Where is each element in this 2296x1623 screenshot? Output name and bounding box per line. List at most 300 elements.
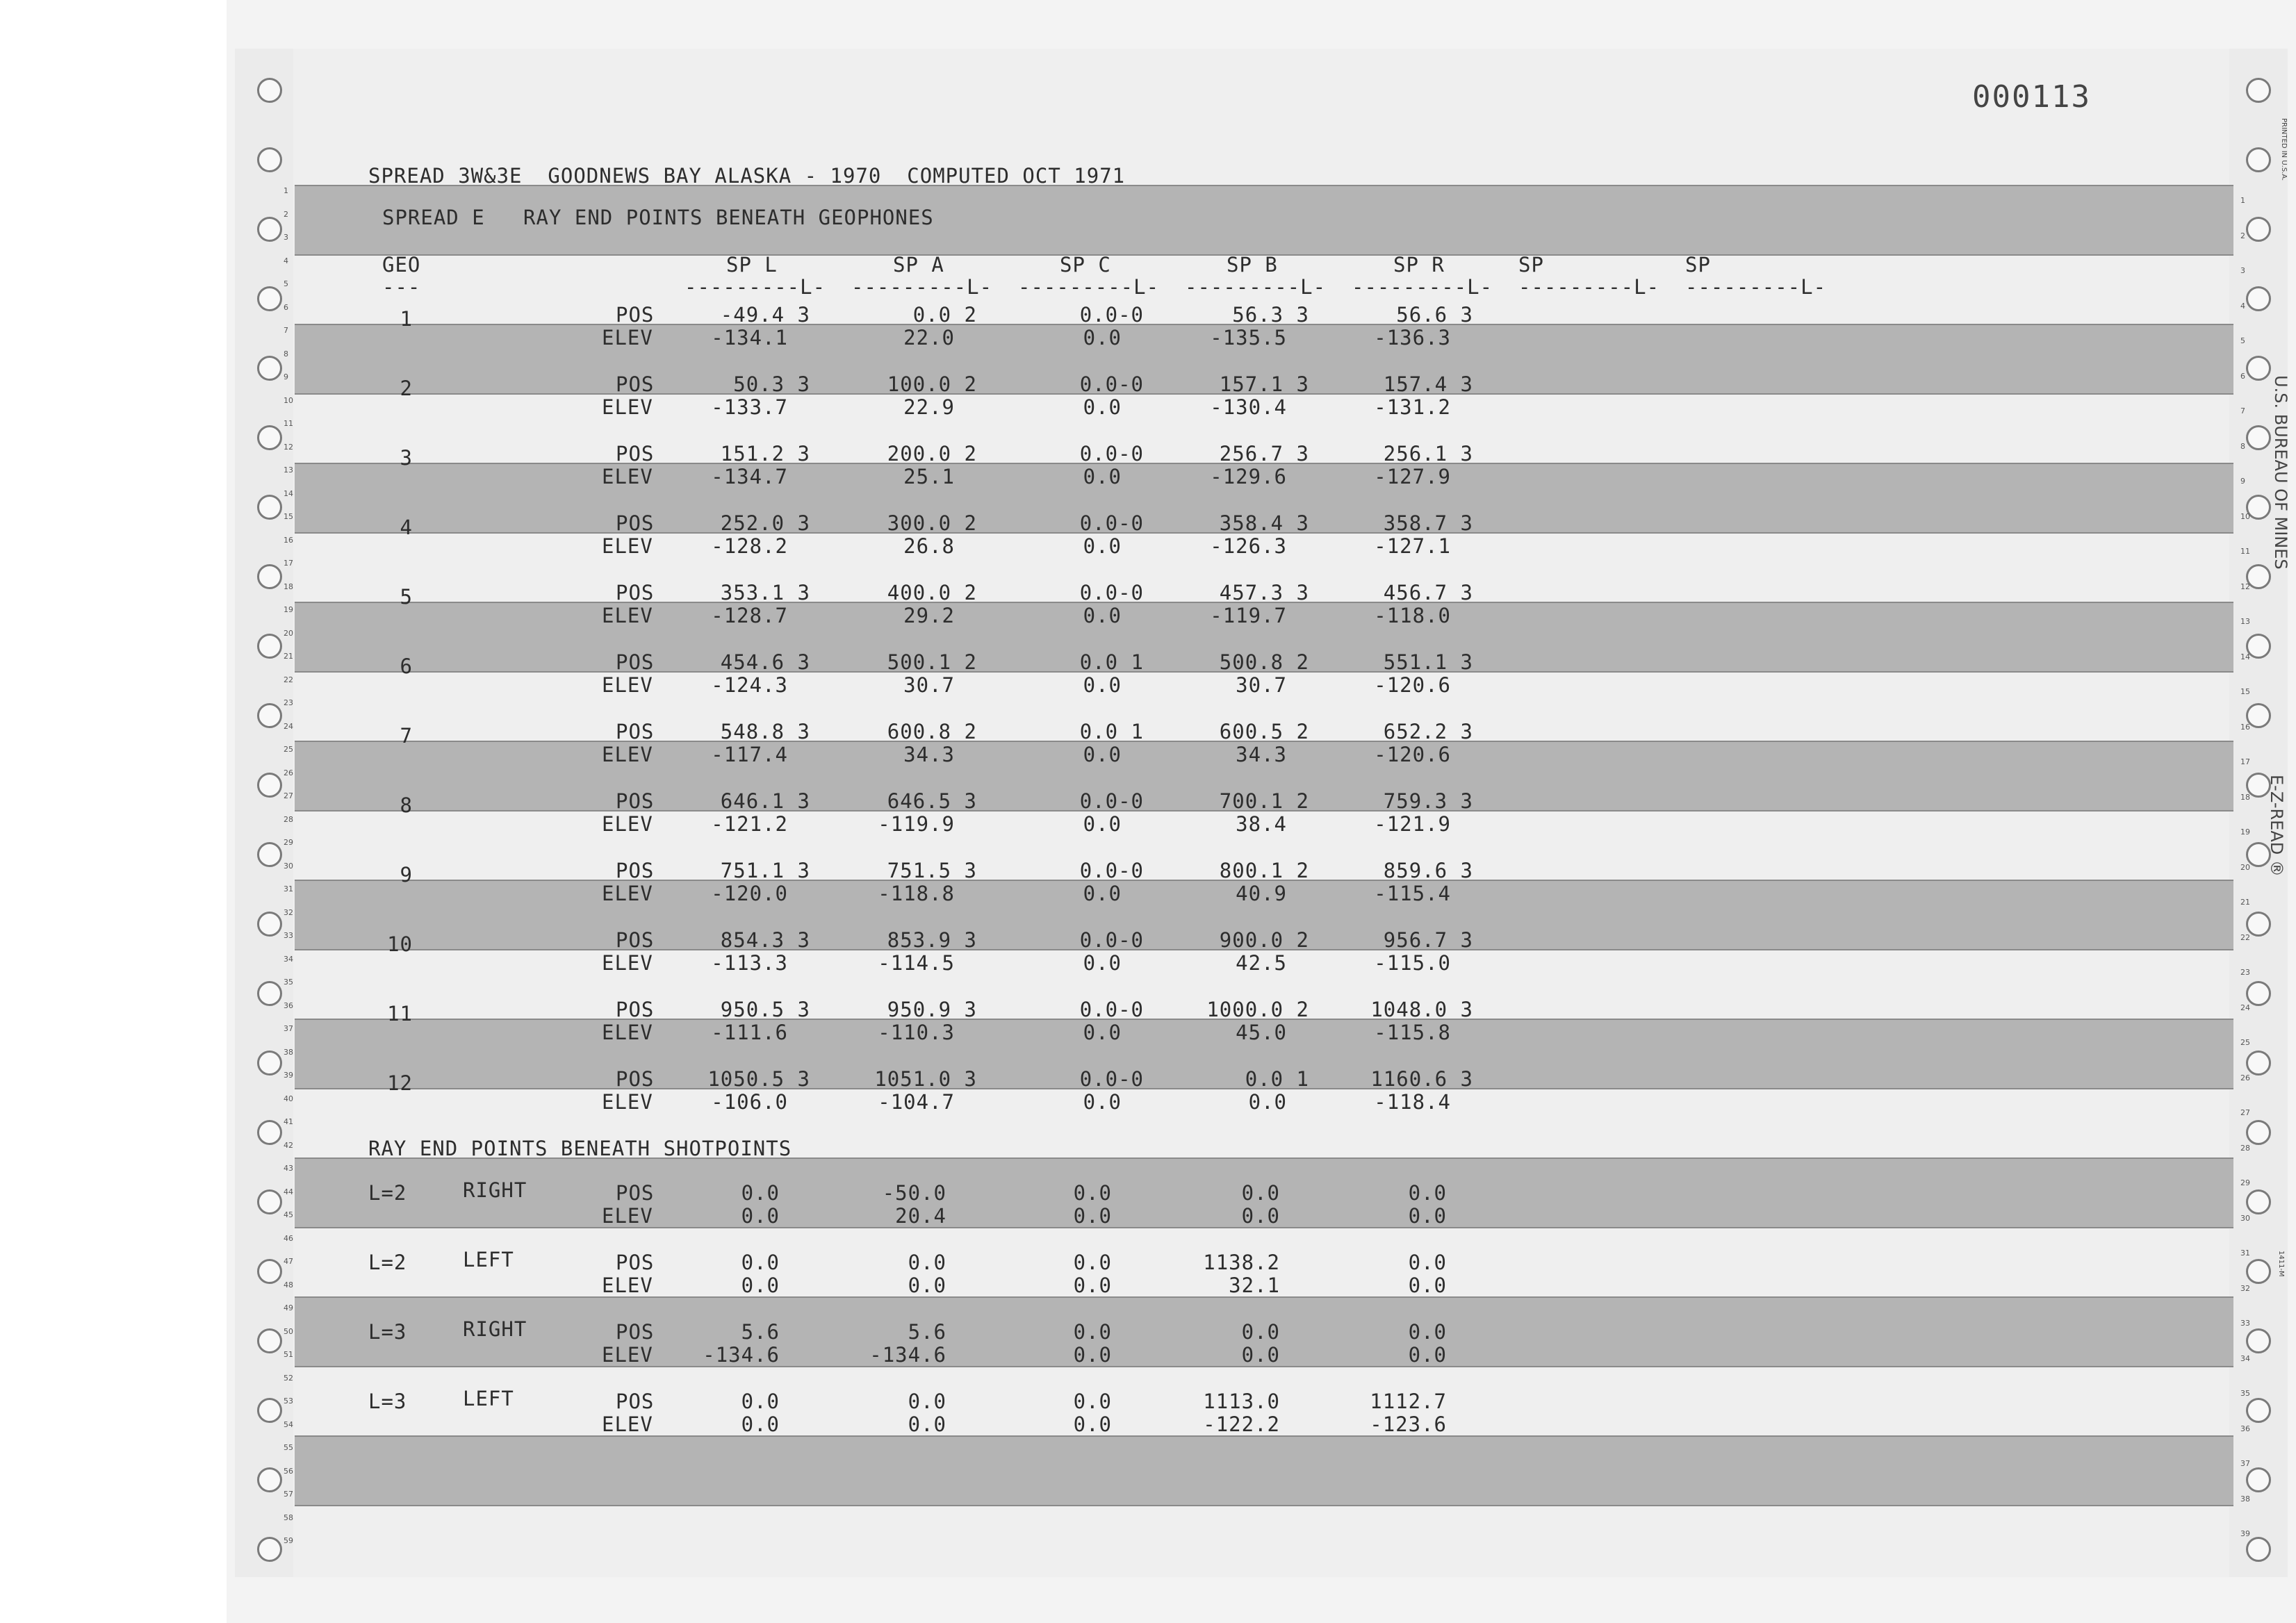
- elev-cell: -121.2: [711, 812, 788, 836]
- header-geo-rule: ---: [382, 275, 421, 299]
- line-number: 13: [2240, 617, 2250, 626]
- line-number: 59: [284, 1536, 293, 1545]
- pos-cell: 358.7 3: [1383, 511, 1473, 535]
- elev-cell: -129.6: [1210, 465, 1287, 488]
- elev-cell: -106.0: [711, 1090, 788, 1114]
- shot-pos-cell: 0.0: [1408, 1181, 1447, 1205]
- elev-cell: 0.0: [1083, 326, 1122, 349]
- pos-cell: 0.0-0: [1079, 789, 1144, 813]
- tractor-hole: [2246, 1051, 2271, 1076]
- tractor-hole: [2246, 78, 2271, 103]
- elev-cell: -120.0: [711, 882, 788, 905]
- pos-label: POS: [616, 789, 655, 813]
- elev-cell: -121.9: [1374, 812, 1451, 836]
- pos-cell: 646.5 3: [887, 789, 977, 813]
- line-number: 35: [2240, 1389, 2250, 1398]
- elev-cell: -118.0: [1374, 604, 1451, 627]
- line-number: 9: [2240, 477, 2245, 486]
- line-number: 17: [2240, 757, 2250, 766]
- elev-label: ELEV: [602, 1274, 653, 1297]
- tractor-hole: [257, 1537, 282, 1562]
- shot-elev-cell: 0.0: [1408, 1274, 1447, 1297]
- line-number: 16: [2240, 722, 2250, 732]
- pos-cell: 500.1 2: [887, 650, 977, 674]
- elev-label: ELEV: [602, 534, 653, 558]
- line-number: 34: [2240, 1353, 2250, 1363]
- line-number: 43: [284, 1164, 293, 1173]
- elev-cell: 0.0: [1083, 673, 1122, 697]
- line-number: 14: [284, 488, 293, 498]
- shot-pos-cell: 0.0: [741, 1181, 780, 1205]
- elev-label: ELEV: [602, 1412, 653, 1436]
- pos-cell: 300.0 2: [887, 511, 977, 535]
- pos-cell: 256.1 3: [1383, 442, 1473, 466]
- pos-cell: 457.3 3: [1219, 581, 1309, 604]
- line-number: 39: [284, 1071, 293, 1080]
- pos-cell: 700.1 2: [1219, 789, 1309, 813]
- line-number: 18: [2240, 792, 2250, 802]
- tractor-hole: [257, 1398, 282, 1423]
- pos-cell: 358.4 3: [1219, 511, 1309, 535]
- elev-cell: 0.0: [1083, 812, 1122, 836]
- pos-cell: 600.8 2: [887, 720, 977, 743]
- pos-cell: 56.3 3: [1232, 303, 1309, 327]
- line-number: 19: [2240, 827, 2250, 837]
- elev-label: ELEV: [602, 1021, 653, 1044]
- elev-cell: 30.7: [1236, 673, 1287, 697]
- elev-cell: -127.1: [1374, 534, 1451, 558]
- pos-cell: -49.4 3: [720, 303, 810, 327]
- shot-elev-cell: 0.0: [1408, 1204, 1447, 1228]
- tractor-hole: [257, 1189, 282, 1214]
- elev-cell: -113.3: [711, 951, 788, 975]
- elev-cell: 0.0: [1083, 1090, 1122, 1114]
- elev-cell: -130.4: [1210, 395, 1287, 419]
- line-number: 56: [284, 1466, 293, 1476]
- line-number: 22: [284, 675, 293, 684]
- tractor-hole: [2246, 1467, 2271, 1492]
- elev-cell: -110.3: [878, 1021, 955, 1044]
- elev-cell: -134.7: [711, 465, 788, 488]
- bureau-of-mines-text: U.S. BUREAU OF MINES: [2271, 375, 2290, 570]
- elev-cell: 0.0: [1083, 395, 1122, 419]
- pos-label: POS: [616, 1181, 655, 1205]
- elev-cell: -115.0: [1374, 951, 1451, 975]
- elev-cell: -126.3: [1210, 534, 1287, 558]
- geophone-number: 1: [400, 307, 413, 331]
- elev-cell: -136.3: [1374, 326, 1451, 349]
- line-number: 30: [2240, 1213, 2250, 1223]
- elev-cell: 34.3: [903, 743, 955, 766]
- geophone-number: 11: [387, 1002, 413, 1025]
- pos-cell: 0.0 1: [1079, 720, 1144, 743]
- title-line: SPREAD 3W&3E GOODNEWS BAY ALASKA - 1970 COMPUTED OCT 1971: [368, 164, 1126, 188]
- shot-pos-cell: 0.0: [908, 1251, 946, 1274]
- line-number: 9: [284, 372, 288, 381]
- line-number: 44: [284, 1187, 293, 1196]
- pos-cell: 400.0 2: [887, 581, 977, 604]
- header-sp-7: SP: [1685, 253, 1711, 277]
- line-number: 41: [284, 1117, 293, 1126]
- pos-cell: 600.5 2: [1219, 720, 1309, 743]
- tractor-hole: [2246, 1189, 2271, 1214]
- elev-cell: -133.7: [711, 395, 788, 419]
- pos-cell: 0.0-0: [1079, 511, 1144, 535]
- shot-elev-cell: 0.0: [1073, 1274, 1112, 1297]
- elev-cell: -124.3: [711, 673, 788, 697]
- line-number: 31: [284, 884, 293, 893]
- shot-side: RIGHT: [463, 1317, 527, 1341]
- elev-cell: 30.7: [903, 673, 955, 697]
- line-number: 24: [284, 721, 293, 731]
- pos-cell: 50.3 3: [733, 372, 810, 396]
- shot-l-value: L=3: [368, 1390, 407, 1413]
- elev-cell: 0.0: [1248, 1090, 1287, 1114]
- pos-cell: 950.9 3: [887, 998, 977, 1021]
- line-number: 30: [284, 861, 293, 871]
- pos-cell: 652.2 3: [1383, 720, 1473, 743]
- line-number: 14: [2240, 652, 2250, 661]
- line-number: 28: [2240, 1143, 2250, 1153]
- header-rule: ---------L-: [684, 275, 826, 299]
- shot-l-value: L=2: [368, 1181, 407, 1205]
- elev-cell: 40.9: [1236, 882, 1287, 905]
- line-number: 2: [284, 209, 288, 219]
- elev-cell: 0.0: [1083, 882, 1122, 905]
- pos-cell: 0.0-0: [1079, 372, 1144, 396]
- geophone-number: 10: [387, 932, 413, 956]
- elev-cell: -115.4: [1374, 882, 1451, 905]
- line-number: 22: [2240, 932, 2250, 942]
- line-number: 37: [284, 1024, 293, 1033]
- shot-pos-cell: 1138.2: [1203, 1251, 1280, 1274]
- tractor-hole: [2246, 1259, 2271, 1284]
- geophone-number: 6: [400, 654, 413, 678]
- tractor-hole: [257, 1467, 282, 1492]
- line-number: 2: [2240, 231, 2245, 240]
- shot-elev-cell: 0.0: [1408, 1343, 1447, 1367]
- elev-cell: 0.0: [1083, 951, 1122, 975]
- tractor-hole: [257, 217, 282, 242]
- elev-cell: 0.0: [1083, 534, 1122, 558]
- shot-pos-cell: 0.0: [1408, 1320, 1447, 1344]
- geophone-number: 5: [400, 585, 413, 609]
- pos-cell: 853.9 3: [887, 928, 977, 952]
- line-number: 20: [2240, 862, 2250, 872]
- pos-cell: 759.3 3: [1383, 789, 1473, 813]
- line-number: 17: [284, 559, 293, 568]
- line-number: 23: [284, 698, 293, 707]
- pos-cell: 0.0-0: [1079, 581, 1144, 604]
- shot-elev-cell: 32.1: [1229, 1274, 1280, 1297]
- shot-pos-cell: 0.0: [741, 1251, 780, 1274]
- pos-label: POS: [616, 511, 655, 535]
- shot-elev-cell: 0.0: [741, 1274, 780, 1297]
- shot-pos-cell: 1113.0: [1203, 1390, 1280, 1413]
- line-number: 10: [284, 395, 293, 405]
- line-number: 5: [2240, 336, 2245, 345]
- elev-cell: 26.8: [903, 534, 955, 558]
- pos-cell: 800.1 2: [1219, 859, 1309, 882]
- pos-cell: 0.0-0: [1079, 928, 1144, 952]
- shotpoint-heading: RAY END POINTS BENEATH SHOTPOINTS: [368, 1137, 792, 1160]
- elev-cell: -120.6: [1374, 743, 1451, 766]
- line-number: 34: [284, 954, 293, 964]
- tractor-hole: [2246, 1537, 2271, 1562]
- shot-elev-cell: -134.6: [703, 1343, 780, 1367]
- elev-label: ELEV: [602, 395, 653, 419]
- pos-cell: 0.0-0: [1079, 442, 1144, 466]
- elev-label: ELEV: [602, 326, 653, 349]
- line-number: 7: [2240, 406, 2245, 415]
- header-rule: ---------L-: [1352, 275, 1493, 299]
- elev-label: ELEV: [602, 465, 653, 488]
- shot-pos-cell: 0.0: [1241, 1181, 1280, 1205]
- shot-elev-cell: 0.0: [1241, 1343, 1280, 1367]
- tractor-hole: [257, 1259, 282, 1284]
- pos-label: POS: [616, 998, 655, 1021]
- line-number: 21: [284, 652, 293, 661]
- pos-label: POS: [616, 1067, 655, 1091]
- pos-label: POS: [616, 720, 655, 743]
- line-number: 6: [2240, 371, 2245, 381]
- pos-cell: 1051.0 3: [874, 1067, 977, 1091]
- line-number: 11: [284, 419, 293, 428]
- elev-cell: 45.0: [1236, 1021, 1287, 1044]
- line-number: 4: [2240, 301, 2245, 311]
- line-number: 3: [284, 233, 288, 242]
- pos-cell: 1048.0 3: [1370, 998, 1473, 1021]
- line-number: 49: [284, 1303, 293, 1312]
- shot-side: RIGHT: [463, 1178, 527, 1202]
- elev-cell: -128.2: [711, 534, 788, 558]
- pos-label: POS: [616, 859, 655, 882]
- geophone-number: 4: [400, 516, 413, 539]
- line-number: 5: [284, 279, 288, 288]
- pos-cell: 500.8 2: [1219, 650, 1309, 674]
- pos-cell: 1160.6 3: [1370, 1067, 1473, 1091]
- elev-label: ELEV: [602, 743, 653, 766]
- elev-cell: -114.5: [878, 951, 955, 975]
- elev-cell: -119.7: [1210, 604, 1287, 627]
- line-number: 23: [2240, 968, 2250, 977]
- elev-label: ELEV: [602, 1204, 653, 1228]
- header-rule: ---------L-: [1018, 275, 1160, 299]
- elev-label: ELEV: [602, 673, 653, 697]
- pos-label: POS: [616, 442, 655, 466]
- line-number: 36: [284, 1000, 293, 1010]
- pos-cell: 1050.5 3: [707, 1067, 810, 1091]
- elev-cell: -115.8: [1374, 1021, 1451, 1044]
- pos-cell: 200.0 2: [887, 442, 977, 466]
- elev-cell: -118.8: [878, 882, 955, 905]
- elev-label: ELEV: [602, 882, 653, 905]
- elev-cell: -119.9: [878, 812, 955, 836]
- pos-cell: 548.8 3: [720, 720, 810, 743]
- shot-pos-cell: 0.0: [1241, 1320, 1280, 1344]
- shot-pos-cell: 0.0: [1408, 1251, 1447, 1274]
- elev-cell: -134.1: [711, 326, 788, 349]
- line-number: 36: [2240, 1424, 2250, 1433]
- line-number: 16: [284, 535, 293, 545]
- elev-cell: 0.0: [1083, 604, 1122, 627]
- form-number-text: 1411-M: [2277, 1251, 2285, 1277]
- elev-cell: -118.4: [1374, 1090, 1451, 1114]
- header-rule: ---------L-: [1518, 275, 1660, 299]
- tractor-hole: [2246, 356, 2271, 381]
- pos-label: POS: [616, 303, 655, 327]
- pos-cell: 157.1 3: [1219, 372, 1309, 396]
- elev-cell: -117.4: [711, 743, 788, 766]
- shot-elev-cell: -122.2: [1203, 1412, 1280, 1436]
- tractor-hole: [257, 1328, 282, 1353]
- line-number: 45: [284, 1210, 293, 1219]
- header-sp-c: SP C: [1060, 253, 1111, 277]
- line-number: 51: [284, 1350, 293, 1359]
- pos-cell: 0.0 1: [1245, 1067, 1309, 1091]
- pos-cell: 0.0-0: [1079, 859, 1144, 882]
- geophone-number: 12: [387, 1071, 413, 1095]
- shot-pos-cell: -50.0: [882, 1181, 946, 1205]
- elev-cell: 0.0: [1083, 465, 1122, 488]
- line-number: 24: [2240, 1003, 2250, 1012]
- pos-cell: 859.6 3: [1383, 859, 1473, 882]
- line-number: 31: [2240, 1249, 2250, 1258]
- line-number: 32: [284, 907, 293, 917]
- tractor-hole: [257, 78, 282, 103]
- shot-pos-cell: 0.0: [741, 1390, 780, 1413]
- pos-label: POS: [616, 928, 655, 952]
- pos-cell: 956.7 3: [1383, 928, 1473, 952]
- line-number: 27: [284, 791, 293, 800]
- elev-cell: 29.2: [903, 604, 955, 627]
- pos-cell: 151.2 3: [720, 442, 810, 466]
- pos-cell: 256.7 3: [1219, 442, 1309, 466]
- line-number: 10: [2240, 511, 2250, 521]
- line-number: 33: [284, 931, 293, 940]
- pos-label: POS: [616, 1251, 655, 1274]
- header-geo: GEO: [382, 253, 421, 277]
- pos-label: POS: [616, 650, 655, 674]
- pos-cell: 0.0-0: [1079, 1067, 1144, 1091]
- pos-label: POS: [616, 372, 655, 396]
- line-number: 53: [284, 1397, 293, 1406]
- line-number: 48: [284, 1280, 293, 1290]
- shot-elev-cell: -123.6: [1370, 1412, 1447, 1436]
- elev-cell: -104.7: [878, 1090, 955, 1114]
- geophone-number: 8: [400, 793, 413, 817]
- elev-label: ELEV: [602, 812, 653, 836]
- greenbar-band: [295, 1435, 2233, 1506]
- line-number: 57: [284, 1490, 293, 1499]
- geophone-number: 2: [400, 377, 413, 400]
- shot-elev-cell: 0.0: [1073, 1412, 1112, 1436]
- line-number: 7: [284, 326, 288, 335]
- header-sp-b: SP B: [1227, 253, 1278, 277]
- line-number: 26: [2240, 1073, 2250, 1082]
- line-number: 12: [284, 442, 293, 452]
- pos-cell: 454.6 3: [720, 650, 810, 674]
- line-number: 26: [284, 768, 293, 777]
- shot-pos-cell: 0.0: [1073, 1251, 1112, 1274]
- shot-elev-cell: 0.0: [741, 1204, 780, 1228]
- elev-cell: -131.2: [1374, 395, 1451, 419]
- line-number: 1: [2240, 196, 2245, 205]
- pos-label: POS: [616, 1320, 655, 1344]
- subtitle-line: SPREAD E RAY END POINTS BENEATH GEOPHONES: [382, 206, 934, 229]
- pos-cell: 56.6 3: [1396, 303, 1473, 327]
- pos-cell: 157.4 3: [1383, 372, 1473, 396]
- shot-side: LEFT: [463, 1387, 514, 1410]
- elev-cell: 25.1: [903, 465, 955, 488]
- pos-cell: 854.3 3: [720, 928, 810, 952]
- line-number: 47: [284, 1257, 293, 1266]
- elev-label: ELEV: [602, 1090, 653, 1114]
- tractor-hole: [257, 1120, 282, 1145]
- header-sp-6: SP: [1518, 253, 1544, 277]
- elev-cell: 22.0: [903, 326, 955, 349]
- shot-pos-cell: 1112.7: [1370, 1390, 1447, 1413]
- tractor-hole: [2246, 147, 2271, 172]
- elev-cell: -128.7: [711, 604, 788, 627]
- pos-label: POS: [616, 1390, 655, 1413]
- header-sp-a: SP A: [893, 253, 944, 277]
- pos-cell: 252.0 3: [720, 511, 810, 535]
- shot-elev-cell: 0.0: [1241, 1204, 1280, 1228]
- line-number: 46: [284, 1233, 293, 1243]
- line-number: 50: [284, 1326, 293, 1336]
- elev-label: ELEV: [602, 604, 653, 627]
- header-rule: ---------L-: [1185, 275, 1327, 299]
- tractor-hole: [2246, 1120, 2271, 1145]
- elev-cell: 38.4: [1236, 812, 1287, 836]
- line-number: 4: [284, 256, 288, 265]
- tractor-hole: [2246, 1328, 2271, 1353]
- elev-cell: -111.6: [711, 1021, 788, 1044]
- line-number: 21: [2240, 898, 2250, 907]
- pos-cell: 900.0 2: [1219, 928, 1309, 952]
- geophone-number: 3: [400, 446, 413, 470]
- elev-cell: 42.5: [1236, 951, 1287, 975]
- line-number: 40: [284, 1094, 293, 1103]
- line-number: 18: [284, 582, 293, 591]
- line-number: 1: [284, 186, 288, 195]
- elev-cell: 0.0: [1083, 1021, 1122, 1044]
- line-number: 15: [2240, 687, 2250, 696]
- line-number: 11: [2240, 547, 2250, 556]
- line-number: 12: [2240, 582, 2250, 591]
- tractor-hole: [2246, 217, 2271, 242]
- shot-pos-cell: 5.6: [908, 1320, 946, 1344]
- pos-cell: 0.0-0: [1079, 303, 1144, 327]
- header-sp-l: SP L: [726, 253, 778, 277]
- line-number: 8: [284, 349, 288, 359]
- shot-elev-cell: 0.0: [1073, 1343, 1112, 1367]
- pos-label: POS: [616, 581, 655, 604]
- tractor-hole: [2246, 286, 2271, 311]
- line-number: 25: [284, 745, 293, 754]
- line-number: 38: [2240, 1494, 2250, 1503]
- tractor-hole: [2246, 1398, 2271, 1423]
- pos-cell: 950.5 3: [720, 998, 810, 1021]
- tractor-hole: [2246, 425, 2271, 450]
- elev-cell: 34.3: [1236, 743, 1287, 766]
- shot-elev-cell: 0.0: [908, 1274, 946, 1297]
- line-number: 39: [2240, 1529, 2250, 1538]
- line-number: 55: [284, 1443, 293, 1452]
- pos-cell: 0.0 1: [1079, 650, 1144, 674]
- line-number: 13: [284, 466, 293, 475]
